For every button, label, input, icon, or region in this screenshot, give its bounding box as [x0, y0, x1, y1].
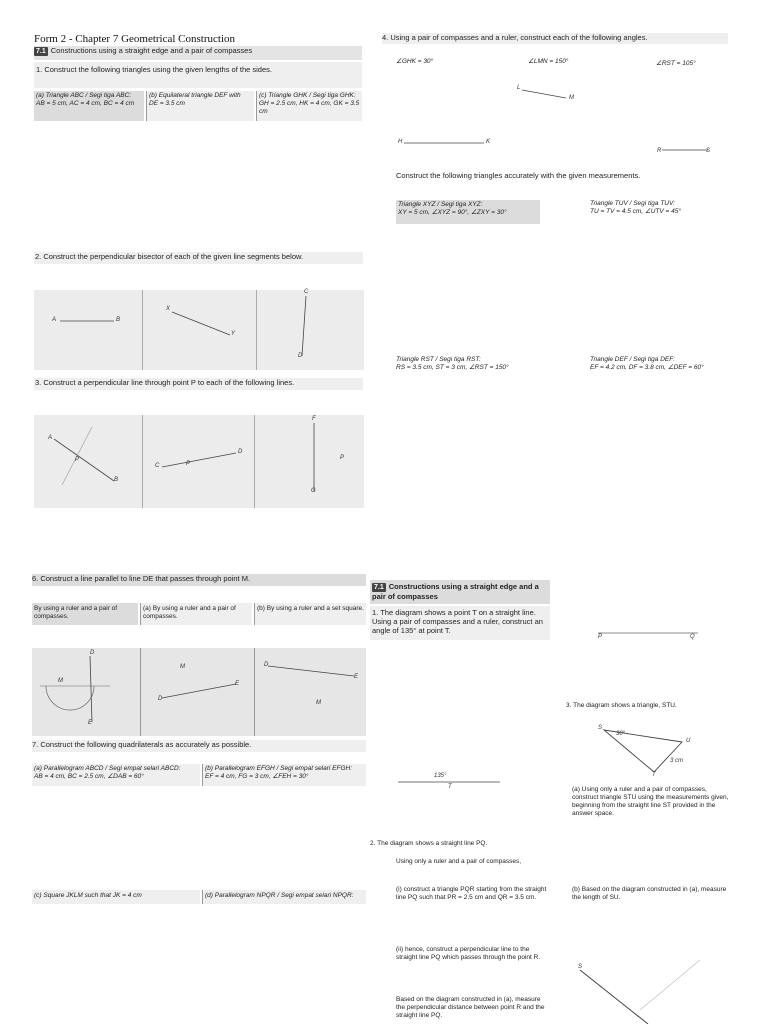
- triangle-body: TU = TV = 4.5 cm, ∠UTV = 45°: [590, 208, 681, 215]
- label-b: B: [114, 477, 119, 483]
- section-badge: 7.1: [374, 584, 384, 591]
- angle-rst: ∠RST = 105°: [656, 60, 696, 67]
- label-d: D: [238, 449, 243, 455]
- q1-item-head: (b) Equilateral triangle DEF with: [149, 92, 241, 99]
- triangle-body: XY = 5 cm, ∠XYZ = 90°, ∠ZXY = 30°: [398, 209, 507, 216]
- label-f: F: [312, 416, 316, 422]
- triangle-body: EF = 4.2 cm, DF = 3.8 cm, ∠DEF = 60°: [590, 364, 704, 371]
- triangle-head: Triangle RST / Segi tiga RST:: [396, 356, 481, 363]
- label-m: M: [316, 700, 321, 706]
- label-t: T: [448, 784, 452, 790]
- q1-item-head: (a) Triangle ABC / Segi tiga ABC:: [36, 92, 132, 99]
- rb-question-3b: (b) Based on the diagram constructed in (a), measure the length of SU.: [572, 886, 727, 901]
- section-title: Constructions using a straight edge and a pair of compasses: [372, 582, 539, 601]
- label-d: D: [90, 650, 95, 656]
- label-u: U: [686, 738, 691, 744]
- page-title: Form 2 - Chapter 7 Geometrical Construction: [34, 33, 236, 45]
- label-x: X: [166, 306, 171, 312]
- label-a: A: [48, 435, 53, 441]
- triangle-head: Triangle TUV / Segi tiga TUV:: [590, 200, 676, 207]
- label-e: E: [354, 674, 359, 680]
- label-p: P: [340, 455, 345, 461]
- q1-item-head: (c) Triangle GHK / Segi tiga GHK:: [259, 92, 356, 99]
- section-title: Constructions using a straight edge and a pair of compasses: [50, 46, 253, 55]
- label-3cm: 3 cm: [670, 758, 684, 764]
- label-d: D: [264, 662, 269, 668]
- label-s: S: [578, 964, 583, 970]
- label-c: C: [155, 463, 160, 469]
- question-7: 7. Construct the following quadrilaterals as accurately as possible.: [32, 740, 366, 752]
- section-badge: 7.1: [36, 48, 46, 55]
- label-m: M: [569, 95, 574, 101]
- question-5: Construct the following triangles accurately with the given measurements.: [396, 171, 641, 180]
- question-3: 3. Construct a perpendicular line through point P to each of the following lines.: [34, 378, 363, 390]
- question-1: 1. Construct the following triangles using the given lengths of the sides.: [34, 62, 362, 88]
- label-30deg: 30°: [616, 731, 626, 737]
- label-s: S: [706, 148, 711, 154]
- question-6: 6. Construct a line parallel to line DE that passes through point M.: [32, 574, 366, 586]
- angle-ghk: ∠GHK = 30°: [396, 58, 434, 65]
- q6-method-2: (a) By using a ruler and a pair of compasses.: [140, 603, 252, 625]
- rb-question-2i: (i) construct a triangle PQR starting from the straight line PQ such that PR = 2.5 cm and QR = 3.5 cm.: [396, 886, 547, 901]
- label-e: E: [235, 681, 240, 687]
- label-c: C: [304, 289, 309, 295]
- label-t: T: [652, 772, 656, 778]
- q6-method-3: (b) By using a ruler and a set square.: [254, 603, 366, 625]
- triangle-head: Triangle XYZ / Segi tiga XYZ:: [398, 201, 483, 208]
- question-4: 4. Using a pair of compasses and a ruler, construct each of the following angles.: [382, 33, 728, 44]
- quad-head: (d) Parallelogram NPQR / Segi empat selari NPQR:: [205, 892, 354, 899]
- label-m: M: [180, 664, 185, 670]
- triangle-head: Triangle DEF / Segi tiga DEF:: [590, 356, 676, 363]
- label-y: Y: [231, 331, 236, 337]
- label-d: D: [298, 353, 303, 359]
- label-d: D: [158, 696, 163, 702]
- angle-lmn: ∠LMN = 150°: [528, 58, 569, 65]
- rb-question-2ii: (ii) hence, construct a perpendicular line to the straight line PQ which passes through the point R.: [396, 946, 541, 961]
- rb-question-2b: Based on the diagram constructed in (a), measure the perpendicular distance between point R and the straight line PQ.: [396, 996, 545, 1019]
- q6-method-1: By using a ruler and a pair of compasses.: [32, 603, 138, 625]
- label-s: S: [598, 725, 603, 731]
- rb-question-2-sub: Using only a ruler and a pair of compasses,: [396, 858, 522, 865]
- quad-body: AB = 4 cm, BC = 2.5 cm, ∠DAB = 60°: [34, 773, 144, 780]
- q1-item-body: DE = 3.5 cm: [149, 100, 185, 107]
- question-2: 2. Construct the perpendicular bisector of each of the given line segments below.: [34, 252, 363, 264]
- label-k: K: [486, 139, 491, 145]
- label-m: M: [58, 678, 63, 684]
- label-q: Q: [690, 634, 695, 640]
- q1-item-body: GH = 2.5 cm, HK = 4 cm, GK = 3.5 cm: [259, 100, 360, 115]
- label-p: P: [75, 457, 80, 463]
- rb-question-1: 1. The diagram shows a point T on a straight line. Using a pair of compasses and a ruler, construct an angle of 135° at point T.: [370, 606, 550, 640]
- q1-item-body: AB = 5 cm, AC = 4 cm, BC = 4 cm: [36, 100, 135, 107]
- label-h: H: [398, 139, 403, 145]
- label-b: B: [116, 317, 121, 323]
- quad-head: (a) Parallelogram ABCD / Segi empat selari ABCD:: [34, 765, 181, 772]
- rb-question-3: 3. The diagram shows a triangle, STU.: [566, 702, 677, 709]
- label-e: E: [88, 720, 93, 726]
- label-l: L: [517, 85, 521, 91]
- label-r: R: [657, 148, 662, 154]
- quad-body: EF = 4 cm, FG = 3 cm, ∠FEH = 30°: [205, 773, 309, 780]
- label-p: P: [598, 634, 603, 640]
- rb-question-3a: (a) Using only a ruler and a pair of compasses, construct triangle STU using the measurements given, beginning from the straight line ST provided in the answer space.: [572, 786, 729, 817]
- label-g: G: [311, 488, 316, 494]
- label-p: P: [186, 461, 191, 467]
- angle-135: 135°: [434, 773, 447, 779]
- label-a: A: [52, 317, 57, 323]
- rb-question-2: 2. The diagram shows a straight line PQ.: [370, 840, 488, 847]
- quad-head: (c) Square JKLM such that JK = 4 cm: [34, 892, 142, 899]
- triangle-body: RS = 3.5 cm, ST = 3 cm, ∠RST = 150°: [396, 364, 509, 371]
- quad-head: (b) Parallelogram EFGH / Segi empat selari EFGH:: [205, 765, 353, 772]
